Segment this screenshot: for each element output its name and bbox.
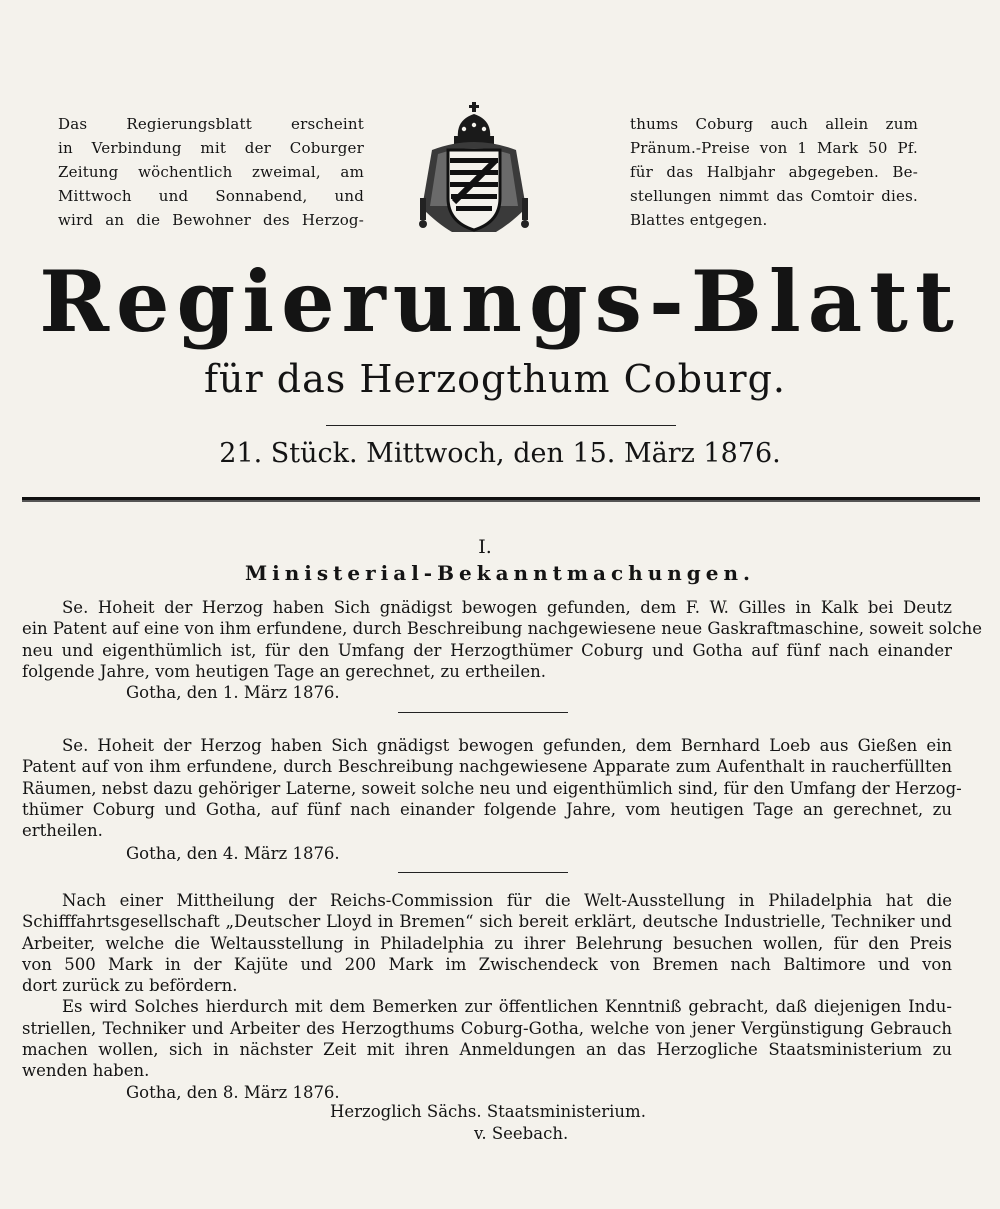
- notice-1: [22, 597, 983, 703]
- signature-authority: Herzoglich Sächs. Staatsministerium.: [330, 1102, 646, 1121]
- masthead-left-line: Zeitung wöchentlich zweimal, am: [58, 163, 364, 181]
- ducal-coat-of-arms-icon: [418, 98, 558, 246]
- notice-line: dort zurück zu befördern.: [22, 976, 238, 996]
- notice-line: Nach einer Mittheilung der Reichs-Commission für die Welt-Ausstellung in Philadelphia hat die: [62, 891, 952, 910]
- section-heading: Ministerial-Bekanntmachungen.: [245, 561, 755, 585]
- notice-line: Es wird Solches hierdurch mit dem Bemerken zur öffentlichen Kenntniß gebracht, daß diejenigen Indu-: [62, 997, 952, 1017]
- gazette-title: Regierungs-Blatt: [39, 252, 961, 351]
- notice-line: striellen, Techniker und Arbeiter des Herzogthums Coburg-Gotha, welche von jener Vergünstigung Gebrauch: [22, 1018, 952, 1038]
- notice-line: ein Patent auf eine von ihm erfundene, durch Beschreibung nachgewiesene neue Gaskraftmaschine, soweit solche: [22, 619, 983, 639]
- masthead-right-line: Blattes entgegen.: [630, 211, 768, 229]
- notice-line: ertheilen.: [22, 821, 103, 841]
- masthead-left-line: in Verbindung mit der Coburger: [58, 139, 364, 157]
- title-divider: [326, 425, 676, 426]
- masthead-right-line: thums Coburg auch allein zum: [630, 115, 918, 133]
- notice-line: von 500 Mark in der Kajüte und 200 Mark im Zwischendeck von Bremen nach Baltimore und von: [22, 954, 952, 974]
- notice-line: Arbeiter, welche die Weltausstellung in Philadelphia zu ihrer Belehrung besuchen wollen, für den Preis: [22, 933, 952, 953]
- notice-divider: [398, 872, 568, 873]
- gazette-subtitle: für das Herzogthum Coburg.: [203, 357, 786, 401]
- notice-3: [22, 890, 952, 1103]
- signature-name: v. Seebach.: [474, 1124, 569, 1143]
- masthead-left-line: Mittwoch und Sonnabend, und: [58, 187, 364, 205]
- masthead-left-line: wird an die Bewohner des Herzog-: [58, 211, 364, 229]
- masthead-right-line: stellungen nimmt das Comtoir dies.: [630, 187, 918, 205]
- notice-line: neu und eigenthümlich ist, für den Umfang der Herzogthümer Coburg und Gotha auf fünf nach einander: [22, 640, 952, 660]
- notice-line: folgende Jahre, vom heutigen Tage an gerechnet, zu ertheilen.: [22, 661, 546, 681]
- notice-line: Patent auf von ihm erfundene, durch Beschreibung nachgewiesene Apparate zum Aufenthalt in raucherfüllten: [22, 757, 952, 777]
- notice-line: Schifffahrtsgesellschaft „Deutscher Lloyd in Bremen“ sich bereit erklärt, deutsche Industrielle, Techniker und: [22, 912, 952, 932]
- notice-line: Se. Hoheit der Herzog haben Sich gnädigst bewogen gefunden, dem F. W. Gilles in Kalk bei Deutz: [62, 598, 952, 617]
- notice-line: machen wollen, sich in nächster Zeit mit ihren Anmeldungen an das Herzogliche Staatsministerium zu: [22, 1040, 952, 1060]
- notice-line: Se. Hoheit der Herzog haben Sich gnädigst bewogen gefunden, dem Bernhard Loeb aus Gießen ein: [62, 736, 952, 755]
- masthead-right-line: Pränum.-Preise von 1 Mark 50 Pf.: [630, 139, 918, 157]
- notice-divider: [398, 712, 568, 713]
- masthead-right-line: für das Halbjahr abgegeben. Be-: [630, 163, 918, 181]
- masthead-rule: [22, 497, 980, 502]
- notice-2: [22, 735, 962, 865]
- notice-place-date: Gotha, den 4. März 1876.: [126, 844, 340, 864]
- notice-line: thümer Coburg und Gotha, auf fünf nach einander folgende Jahre, vom heutigen Tage an gerechnet, zu: [22, 799, 952, 819]
- masthead-left-line: Das Regierungsblatt erscheint: [58, 115, 364, 133]
- notice-place-date: Gotha, den 1. März 1876.: [126, 683, 340, 703]
- masthead-left-column: [58, 112, 364, 232]
- masthead-right-column: [630, 112, 918, 232]
- issue-line: 21. Stück. Mittwoch, den 15. März 1876.: [219, 438, 781, 469]
- section-numeral: I.: [478, 536, 492, 558]
- notice-place-date: Gotha, den 8. März 1876.: [126, 1082, 340, 1102]
- notice-line: Räumen, nebst dazu gehöriger Laterne, soweit solche neu und eigenthümlich sind, für den Umfang der Herzog-: [22, 778, 962, 798]
- notice-line: wenden haben.: [22, 1061, 150, 1081]
